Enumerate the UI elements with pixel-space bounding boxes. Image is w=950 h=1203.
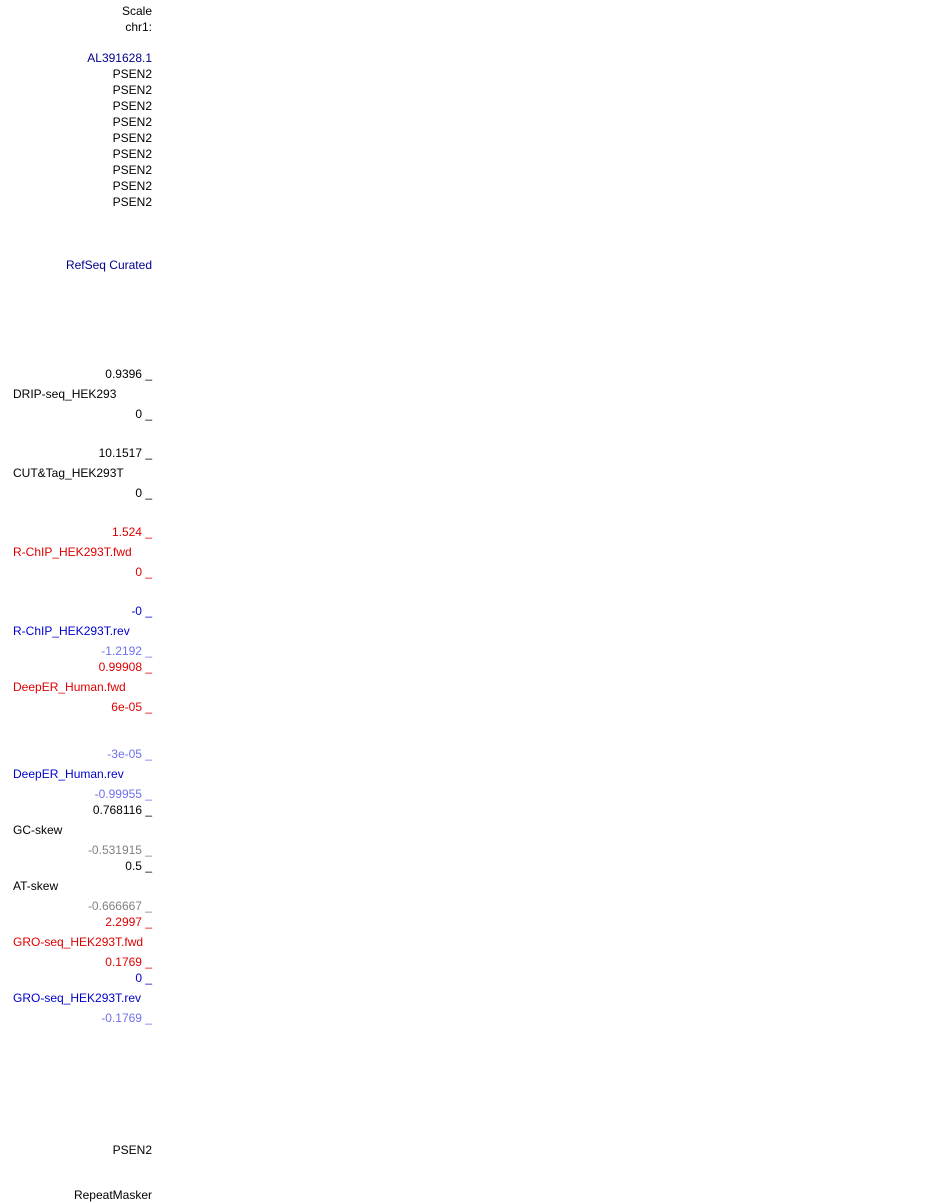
gene-label-psen2[interactable]: PSEN2: [112, 99, 152, 113]
gene-label-psen2[interactable]: PSEN2: [112, 131, 152, 145]
rchip-fwd-max: 1.524 _: [111, 525, 152, 539]
rchip-fwd-min: 0 _: [135, 565, 152, 579]
gro-seq-rev-max: 0 _: [135, 971, 152, 985]
repeatmasker-label[interactable]: RepeatMasker: [73, 1188, 152, 1202]
gc-skew-min: -0.531915 _: [87, 843, 152, 857]
deeper-rev-track-name[interactable]: DeepER_Human.rev: [13, 767, 124, 781]
rchip-rev-max: -0 _: [131, 604, 152, 618]
gro-seq-rev-min: -0.1769 _: [101, 1011, 152, 1025]
cuttag-min: 0 _: [135, 486, 152, 500]
gene-label-psen2[interactable]: PSEN2: [112, 147, 152, 161]
refseq-curated-label[interactable]: RefSeq Curated: [65, 258, 152, 272]
accession-label[interactable]: AL391628.1: [87, 51, 152, 65]
at-skew-track-name[interactable]: AT-skew: [13, 879, 59, 893]
gc-skew-max: 0.768116 _: [92, 803, 152, 817]
rchip-rev-min: -1.2192 _: [101, 644, 152, 658]
gro-seq-fwd-track-name[interactable]: GRO-seq_HEK293T.fwd: [13, 935, 144, 949]
gro-seq-fwd-min: 0.1769 _: [105, 955, 152, 969]
deeper-fwd-min: 6e-05 _: [111, 700, 152, 714]
drip-seq-track-name[interactable]: DRIP-seq_HEK293: [13, 387, 117, 401]
gro-seq-fwd-max: 2.2997 _: [105, 915, 152, 929]
chrom-label: chr1:: [125, 20, 152, 34]
gene-label-psen2[interactable]: PSEN2: [112, 83, 152, 97]
deeper-rev-min: -0.99955 _: [94, 787, 152, 801]
gene-label-psen2[interactable]: PSEN2: [112, 67, 152, 81]
deeper-rev-max: -3e-05 _: [107, 747, 152, 761]
scale-label: Scale: [121, 4, 152, 18]
at-skew-max: 0.5 _: [125, 859, 152, 873]
gene-label-psen2[interactable]: PSEN2: [112, 195, 152, 209]
rchip-fwd-track-name[interactable]: R-ChIP_HEK293T.fwd: [13, 545, 132, 559]
deeper-fwd-track-name[interactable]: DeepER_Human.fwd: [13, 680, 126, 694]
drip-seq-min: 0 _: [135, 407, 152, 421]
at-skew-min: -0.666667 _: [87, 899, 152, 913]
gc-skew-track-name[interactable]: GC-skew: [13, 823, 63, 837]
gene-label-psen2[interactable]: PSEN2: [112, 115, 152, 129]
deeper-fwd-max: 0.99908 _: [98, 660, 152, 674]
gro-seq-rev-track-name[interactable]: GRO-seq_HEK293T.rev: [13, 991, 142, 1005]
cuttag-track-name[interactable]: CUT&Tag_HEK293T: [13, 466, 124, 480]
bottom-gene-label-psen2[interactable]: PSEN2: [112, 1143, 152, 1157]
gene-label-psen2[interactable]: PSEN2: [112, 163, 152, 177]
cuttag-max: 10.1517 _: [98, 446, 152, 460]
rchip-rev-track-name[interactable]: R-ChIP_HEK293T.rev: [13, 624, 130, 638]
gene-label-psen2[interactable]: PSEN2: [112, 179, 152, 193]
drip-seq-max: 0.9396 _: [105, 367, 152, 381]
